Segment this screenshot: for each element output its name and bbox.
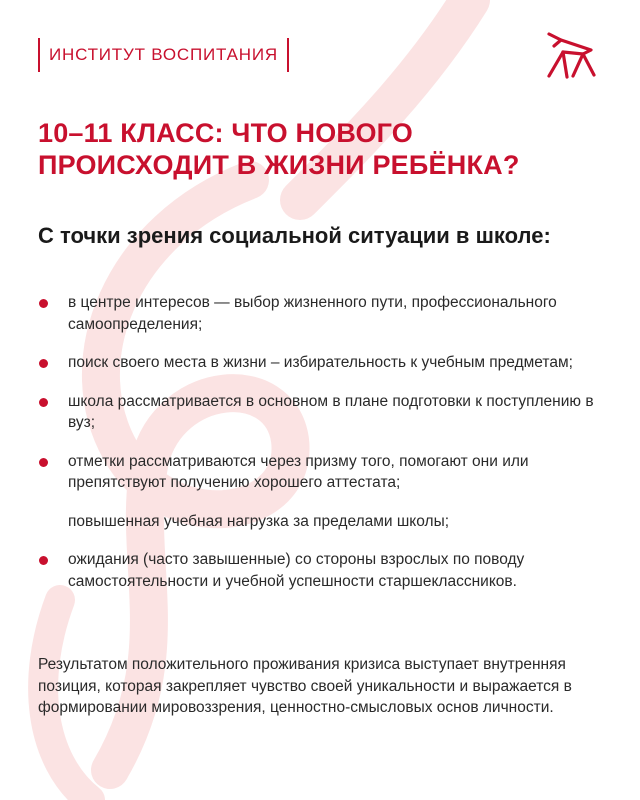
header-right-bar <box>287 38 289 72</box>
organization-name: ИНСТИТУТ ВОСПИТАНИЯ <box>49 45 278 64</box>
header <box>38 38 289 72</box>
list-item-text: поиск своего места в жизни – избирательность к учебным предметам; <box>68 354 573 371</box>
bullet-list <box>38 292 608 609</box>
list-item-text: повышенная учебная нагрузка за пределами школы; <box>68 512 450 530</box>
page-title: 10–11 КЛАСС: ЧТО НОВОГО ПРОИСХОДИТ В ЖИЗНИ РЕБЁНКА? <box>38 118 520 180</box>
list-item-text: в центре интересов — выбор жизненного пути, профессионального самоопределения; <box>68 294 557 333</box>
bullet-dot-icon <box>39 398 48 407</box>
list-item <box>38 511 608 533</box>
horse-chair-logo-icon <box>541 30 601 82</box>
list-item <box>38 451 608 494</box>
list-item-text: отметки рассматриваются через призму того, помогают они или препятствуют получению хорошего аттестата; <box>68 452 529 491</box>
bullet-dot-icon <box>39 556 48 565</box>
bullet-dot-icon <box>39 458 48 467</box>
section-subtitle: С точки зрения социальной ситуации в школе: <box>38 223 551 248</box>
conclusion-paragraph: Результатом положительного проживания кризиса выступает внутренняя позиция, которая закрепляет чувство своей уникальности и выражается в формировании мировоззрения, ценностно-смысловых основ личности. <box>38 656 572 716</box>
list-item <box>38 352 608 374</box>
list-item <box>38 549 608 592</box>
list-item-text: ожидания (часто завышенные) со стороны взрослых по поводу самостоятельности и учебной успешности старшеклассников. <box>68 551 525 590</box>
list-item-text: школа рассматривается в основном в плане подготовки к поступлению в вуз; <box>68 392 594 431</box>
list-item <box>38 391 608 434</box>
bullet-dot-icon <box>39 359 48 368</box>
bullet-dot-icon <box>39 299 48 308</box>
list-item <box>38 292 608 335</box>
